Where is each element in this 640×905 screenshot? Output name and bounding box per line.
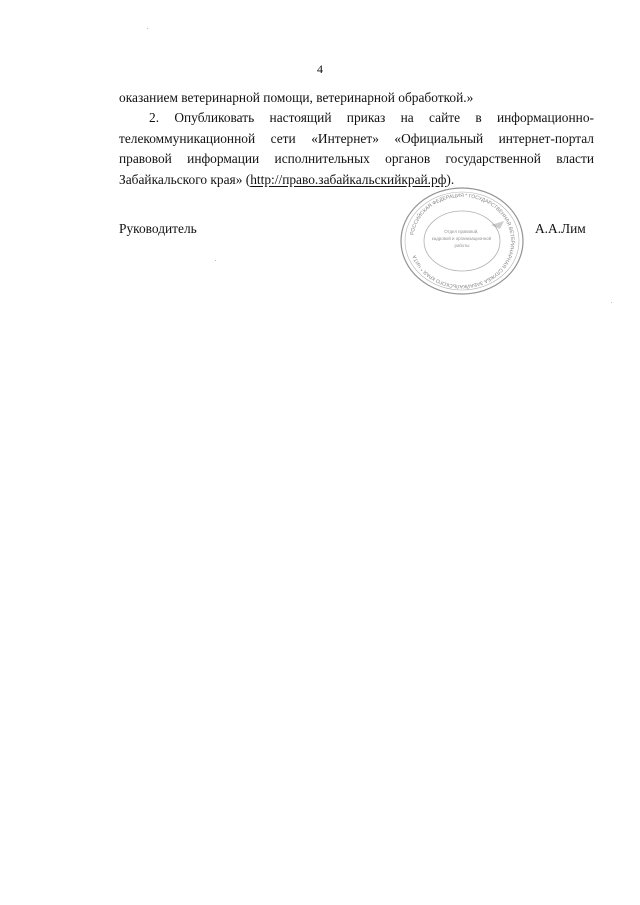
stamp-decorative-mark bbox=[491, 221, 504, 229]
stamp-outer-ring bbox=[401, 188, 523, 294]
page-number: 4 bbox=[317, 62, 323, 76]
paragraph-closing-quote bbox=[119, 88, 594, 109]
scan-speck bbox=[215, 260, 216, 261]
paragraph-1-text: оказанием ветеринарной помощи, ветеринарной обработкой.» bbox=[119, 90, 474, 105]
scan-speck bbox=[147, 28, 148, 29]
paragraph-2-line-2: телекоммуникационной сети «Интернет» «Официальный интернет-портал bbox=[119, 130, 594, 146]
stamp-outer-text: РОССИЙСКАЯ ФЕДЕРАЦИЯ * ГОСУДАРСТВЕННАЯ ВЕТЕРИНАРНАЯ СЛУЖБА ЗАБАЙКАЛЬСКОГО КРАЯ * ЧИТА bbox=[409, 192, 516, 290]
paragraph-publication bbox=[119, 108, 594, 190]
paragraph-2-line-4-prefix: Забайкальского края» ( bbox=[119, 171, 251, 187]
signature-name: А.А.Лим bbox=[535, 221, 586, 236]
stamp-inner-text: Отдел правовой, кадровой и организационной работы bbox=[431, 229, 492, 248]
paragraph-2-line-1: 2. Опубликовать настоящий приказ на сайте в информационно- bbox=[149, 110, 594, 125]
stamp-inner-ring bbox=[424, 211, 500, 271]
paragraph-2-line-3: правовой информации исполнительных органов государственной власти bbox=[119, 151, 594, 167]
paragraph-2-line-4-suffix: ). bbox=[446, 171, 455, 187]
legal-portal-link[interactable]: http://право.забайкальскийкрай.рф bbox=[250, 171, 447, 187]
signature-title: Руководитель bbox=[119, 221, 197, 236]
stamp-outer-ring-inner bbox=[405, 192, 519, 290]
scan-speck bbox=[611, 302, 612, 303]
official-stamp-seal bbox=[396, 186, 528, 296]
